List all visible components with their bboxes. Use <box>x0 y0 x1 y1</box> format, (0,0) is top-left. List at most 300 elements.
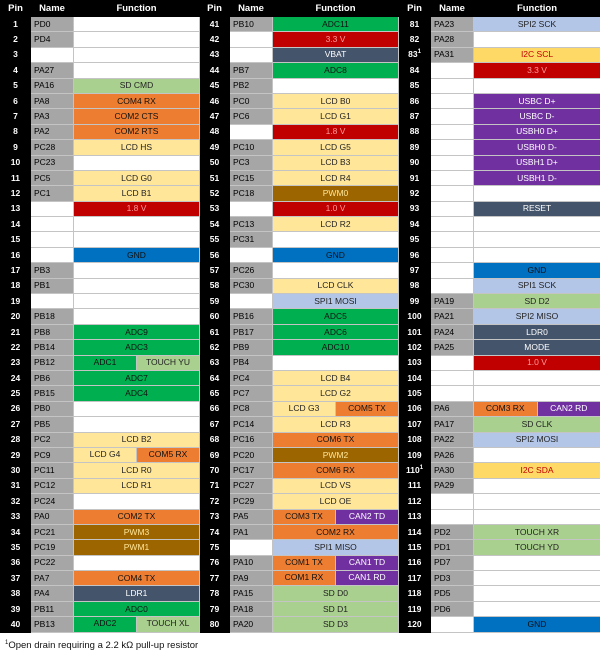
pin-function: COM2 TX <box>74 509 200 524</box>
pin-name <box>230 47 273 62</box>
pin-number <box>1 509 31 524</box>
footnote-ref: 1 <box>419 465 424 472</box>
pin-name: PA31 <box>431 47 474 62</box>
pin-name: PC15 <box>230 170 273 185</box>
footnote-ref: 1 <box>417 49 421 56</box>
pin-name: PA18 <box>230 601 273 616</box>
pin-number <box>399 401 431 416</box>
pin-number <box>399 186 431 201</box>
pin-function <box>74 309 200 324</box>
pin-number-text: 29 <box>10 449 21 460</box>
pin-function: LCD B4 <box>273 370 399 385</box>
pin-row <box>1 170 600 185</box>
pin-row <box>1 417 600 432</box>
pin-number-text: 82 <box>409 34 420 45</box>
pin-name: PC24 <box>31 494 74 509</box>
pin-function: COM6 RX <box>273 463 399 478</box>
pin-name: PA8 <box>31 93 74 108</box>
pin-number <box>200 447 230 462</box>
pin-number <box>200 540 230 555</box>
pin-function <box>474 232 600 247</box>
pin-name: PB14 <box>31 340 74 355</box>
pin-row <box>1 386 600 401</box>
pin-function: COM2 RX <box>273 524 399 539</box>
pin-number <box>200 432 230 447</box>
pin-number-text: 87 <box>409 111 420 122</box>
pin-row <box>1 63 600 78</box>
pin-number-text: 92 <box>409 187 420 198</box>
pin-number <box>200 170 230 185</box>
pin-name: PC3 <box>230 155 273 170</box>
pin-number-text: 84 <box>409 64 420 75</box>
pin-name: PB9 <box>230 340 273 355</box>
pin-number <box>200 186 230 201</box>
pin-name: PC10 <box>230 140 273 155</box>
pin-number-text: 91 <box>409 172 420 183</box>
header-pin: Pin <box>1 1 31 17</box>
pin-number-text: 44 <box>209 64 220 75</box>
pin-function-part: LCD G4 <box>74 448 137 462</box>
pin-number <box>1 63 31 78</box>
pin-function: SPI1 MISO <box>273 540 399 555</box>
pin-row <box>1 186 600 201</box>
pin-row <box>1 247 600 262</box>
pin-function: COM2 CTS <box>74 109 200 124</box>
pin-function <box>474 186 600 201</box>
pin-name: PA17 <box>431 417 474 432</box>
pin-name <box>431 232 474 247</box>
pin-function: LCD R4 <box>273 170 399 185</box>
pin-number <box>399 109 431 124</box>
pin-number <box>200 78 230 93</box>
pin-number <box>200 524 230 539</box>
pin-function-part: TOUCH XL <box>137 617 199 631</box>
pin-number-text: 98 <box>409 280 420 291</box>
pin-number <box>1 186 31 201</box>
pin-name <box>431 370 474 385</box>
pin-function: USBH1 D+ <box>474 155 600 170</box>
pin-function <box>273 555 399 570</box>
pin-number <box>200 601 230 616</box>
pin-name: PA7 <box>31 571 74 586</box>
pin-number-text: 89 <box>409 141 420 152</box>
pin-number <box>1 32 31 47</box>
pin-number-text: 93 <box>409 203 420 214</box>
pin-number <box>200 247 230 262</box>
pin-function: LCD B0 <box>273 93 399 108</box>
pin-number <box>1 109 31 124</box>
pin-row <box>1 309 600 324</box>
pin-function <box>74 401 200 416</box>
pin-number <box>399 447 431 462</box>
pin-function: MODE <box>474 340 600 355</box>
pin-number-text: 76 <box>209 557 220 568</box>
pin-number-text: 25 <box>10 388 21 399</box>
pin-number-text: 71 <box>209 480 220 491</box>
pin-number-text: 8 <box>13 126 18 137</box>
pin-name <box>431 355 474 370</box>
pin-number-text: 79 <box>209 603 220 614</box>
pin-function: PWM0 <box>273 186 399 201</box>
pin-number <box>399 386 431 401</box>
pin-number-text: 39 <box>10 603 21 614</box>
pin-function: ADC6 <box>273 324 399 339</box>
pin-number <box>200 417 230 432</box>
pin-number <box>1 432 31 447</box>
pin-function: SPI2 MOSI <box>474 432 600 447</box>
pin-function <box>474 494 600 509</box>
pin-function <box>74 355 200 370</box>
pin-name <box>431 78 474 93</box>
footnote-text: Open drain requiring a 2.2 kΩ pull-up resistor <box>8 640 199 651</box>
pin-function <box>474 401 600 416</box>
pin-name: PD3 <box>431 571 474 586</box>
pin-function-part: COM1 TX <box>273 556 336 570</box>
pin-name: PA25 <box>431 340 474 355</box>
pin-function-split <box>74 356 199 370</box>
pin-number <box>200 17 230 32</box>
pin-number <box>200 155 230 170</box>
pin-number-text: 108 <box>407 434 422 445</box>
pin-function-part: ADC2 <box>74 617 137 631</box>
pin-name: PD5 <box>431 586 474 601</box>
pin-number <box>1 78 31 93</box>
pin-name: PD4 <box>31 32 74 47</box>
pin-number-text: 49 <box>209 141 220 152</box>
pin-row <box>1 155 600 170</box>
pin-number <box>399 571 431 586</box>
pin-name: PB3 <box>31 263 74 278</box>
pin-function <box>74 494 200 509</box>
pin-number <box>399 93 431 108</box>
pin-number-text: 104 <box>407 372 422 383</box>
pin-name <box>431 494 474 509</box>
pin-number-text: 66 <box>209 403 220 414</box>
pin-name: PB16 <box>230 309 273 324</box>
pin-function <box>273 78 399 93</box>
pin-number-text: 60 <box>209 311 220 322</box>
pin-number <box>1 540 31 555</box>
pin-number <box>200 263 230 278</box>
header-pin: Pin <box>399 1 431 17</box>
pin-number <box>200 586 230 601</box>
pin-number-text: 102 <box>407 341 422 352</box>
pin-name <box>431 124 474 139</box>
pin-number <box>1 370 31 385</box>
pin-number-text: 75 <box>209 541 220 552</box>
pin-function-part: LCD G3 <box>273 402 336 416</box>
pin-number <box>1 324 31 339</box>
pin-function: LCD G0 <box>74 170 200 185</box>
pin-name <box>431 278 474 293</box>
pin-row <box>1 432 600 447</box>
pin-number <box>1 524 31 539</box>
pin-number-text: 74 <box>209 526 220 537</box>
pin-function: GND <box>74 247 200 262</box>
pin-number-text: 11 <box>11 172 20 183</box>
pin-name: PC0 <box>230 93 273 108</box>
pin-function: TOUCH YD <box>474 540 600 555</box>
pin-number <box>1 217 31 232</box>
pin-name: PC27 <box>230 478 273 493</box>
pin-function: LCD R0 <box>74 463 200 478</box>
pin-number <box>399 17 431 32</box>
pin-name: PB8 <box>31 324 74 339</box>
pin-number-text: 94 <box>409 218 420 229</box>
pin-name: PA15 <box>230 586 273 601</box>
pin-number <box>1 401 31 416</box>
pin-name: PC1 <box>31 186 74 201</box>
pin-row <box>1 294 600 309</box>
pin-number-text: 54 <box>209 218 220 229</box>
pin-number <box>399 294 431 309</box>
pin-name: PA4 <box>31 586 74 601</box>
pin-number-text: 115 <box>407 541 422 552</box>
pin-number-text: 42 <box>209 34 220 45</box>
pin-function: SPI2 SCK <box>474 17 600 32</box>
pin-row <box>1 617 600 632</box>
pin-number <box>200 140 230 155</box>
pin-number-text: 107 <box>407 418 422 429</box>
pin-number-text: 19 <box>10 295 21 306</box>
pin-number <box>399 278 431 293</box>
pin-number <box>1 124 31 139</box>
pin-number-text: 9 <box>13 141 18 152</box>
pin-number-text: 3 <box>13 49 18 60</box>
pin-name <box>431 201 474 216</box>
pin-name: PC8 <box>230 401 273 416</box>
header-name: Name <box>431 1 474 17</box>
pin-function <box>74 278 200 293</box>
pin-function: SD CLK <box>474 417 600 432</box>
pin-function-part: CAN1 TD <box>336 556 398 570</box>
pin-name: PC9 <box>31 447 74 462</box>
pin-name: PA29 <box>431 478 474 493</box>
pin-row <box>1 355 600 370</box>
pin-number-text: 12 <box>10 187 21 198</box>
pin-name: PC5 <box>31 170 74 185</box>
pin-name: PC18 <box>230 186 273 201</box>
footnote-mark: 1 <box>5 639 9 646</box>
pin-function: PWM2 <box>273 447 399 462</box>
pin-function <box>74 263 200 278</box>
pin-function <box>74 447 200 462</box>
pin-number-text: 47 <box>209 111 220 122</box>
pin-number-text: 101 <box>407 326 422 337</box>
pin-number-text: 59 <box>209 295 220 306</box>
pin-name <box>431 617 474 632</box>
pin-row <box>1 586 600 601</box>
pin-function: 3.3 V <box>273 32 399 47</box>
pin-function <box>474 478 600 493</box>
pin-function: USBC D+ <box>474 93 600 108</box>
pin-number-text: 120 <box>407 618 422 629</box>
pin-number <box>200 47 230 62</box>
pin-name <box>230 247 273 262</box>
pin-function: USBC D- <box>474 109 600 124</box>
pin-number-text: 15 <box>10 234 21 245</box>
pin-number-text: 35 <box>10 541 21 552</box>
pin-number <box>1 463 31 478</box>
pin-function <box>474 32 600 47</box>
pin-number-text: 110 <box>405 465 420 476</box>
pin-function: LCD B3 <box>273 155 399 170</box>
pin-name: PA16 <box>31 78 74 93</box>
pin-number <box>200 324 230 339</box>
pin-number <box>1 386 31 401</box>
pin-number <box>200 478 230 493</box>
pin-function: ADC11 <box>273 17 399 32</box>
pin-number <box>1 617 31 632</box>
pin-function: VBAT <box>273 47 399 62</box>
pin-number-text: 97 <box>409 264 420 275</box>
pin-function: LCD R2 <box>273 217 399 232</box>
pin-name: PC11 <box>31 463 74 478</box>
pin-number-text: 112 <box>407 495 422 506</box>
pin-row <box>1 340 600 355</box>
pin-number-text: 10 <box>10 157 21 168</box>
pin-row <box>1 263 600 278</box>
pin-name <box>431 140 474 155</box>
pin-row <box>1 494 600 509</box>
pin-name: PC26 <box>230 263 273 278</box>
pin-number-text: 119 <box>407 603 422 614</box>
pin-name: PD2 <box>431 524 474 539</box>
pin-number-text: 78 <box>209 588 220 599</box>
pin-row <box>1 17 600 32</box>
pin-function: ADC10 <box>273 340 399 355</box>
pin-name: PC29 <box>230 494 273 509</box>
pin-name: PC7 <box>230 386 273 401</box>
pin-number <box>1 355 31 370</box>
pin-name: PC12 <box>31 478 74 493</box>
pin-name <box>31 232 74 247</box>
pin-number-text: 73 <box>209 511 220 522</box>
pin-function: COM4 TX <box>74 571 200 586</box>
pin-number-text: 116 <box>407 557 422 568</box>
pin-number <box>200 63 230 78</box>
pin-row <box>1 78 600 93</box>
pin-name <box>230 32 273 47</box>
pin-number-text: 114 <box>407 526 422 537</box>
pin-function: LCD B2 <box>74 432 200 447</box>
pin-function-part: CAN2 TD <box>336 510 398 524</box>
pin-number-text: 81 <box>409 18 420 29</box>
pin-number <box>200 355 230 370</box>
pin-function: I2C SDA <box>474 463 600 478</box>
pin-function <box>474 601 600 616</box>
pin-number-text: 40 <box>10 618 21 629</box>
pin-number <box>200 571 230 586</box>
pin-number-text: 24 <box>10 372 21 383</box>
pin-number-text: 111 <box>407 480 422 491</box>
pin-name: PB4 <box>230 355 273 370</box>
pin-number <box>1 309 31 324</box>
pin-number <box>200 109 230 124</box>
pin-number <box>1 155 31 170</box>
pin-number <box>1 571 31 586</box>
pin-name <box>230 201 273 216</box>
pin-function <box>74 232 200 247</box>
pin-name: PC16 <box>230 432 273 447</box>
pin-row <box>1 540 600 555</box>
pin-name: PA23 <box>431 17 474 32</box>
pin-name: PC19 <box>31 540 74 555</box>
pin-function-part: COM3 TX <box>273 510 336 524</box>
pin-name: PA6 <box>431 401 474 416</box>
pin-function <box>273 232 399 247</box>
pin-name: PC14 <box>230 417 273 432</box>
pin-number <box>399 463 431 478</box>
pin-row <box>1 278 600 293</box>
pin-function <box>273 571 399 586</box>
pin-name: PA26 <box>431 447 474 462</box>
pin-name <box>31 294 74 309</box>
pin-number <box>1 17 31 32</box>
pin-name: PC13 <box>230 217 273 232</box>
pin-number-text: 70 <box>209 465 220 476</box>
pin-row <box>1 401 600 416</box>
pin-function-part: COM3 RX <box>474 402 538 416</box>
pin-number <box>399 63 431 78</box>
pin-function <box>273 355 399 370</box>
pin-name <box>431 509 474 524</box>
pin-function <box>74 63 200 78</box>
pin-number <box>399 355 431 370</box>
pin-function <box>273 263 399 278</box>
pin-function-part: CAN2 RD <box>538 402 600 416</box>
pin-number-text: 90 <box>409 157 420 168</box>
pin-number <box>1 247 31 262</box>
header-name: Name <box>230 1 273 17</box>
pin-function: LDR1 <box>74 586 200 601</box>
pin-name <box>431 263 474 278</box>
pin-name: PC17 <box>230 463 273 478</box>
pin-row <box>1 140 600 155</box>
pin-number <box>1 294 31 309</box>
pin-name: PB6 <box>31 370 74 385</box>
pin-number-text: 37 <box>10 572 21 583</box>
pin-number-text: 30 <box>10 465 21 476</box>
pin-number <box>399 324 431 339</box>
pin-number-text: 118 <box>407 588 422 599</box>
pin-function: COM2 RTS <box>74 124 200 139</box>
pin-function: LCD R3 <box>273 417 399 432</box>
pin-row <box>1 601 600 616</box>
pin-row <box>1 509 600 524</box>
pin-number <box>399 478 431 493</box>
pin-number <box>399 432 431 447</box>
pin-number-text: 106 <box>407 403 422 414</box>
pin-function: GND <box>273 247 399 262</box>
pin-function: PWM1 <box>74 540 200 555</box>
pin-number <box>1 93 31 108</box>
pin-function: ADC5 <box>273 309 399 324</box>
pin-name: PB11 <box>31 601 74 616</box>
pin-name <box>431 170 474 185</box>
footnote <box>5 640 198 651</box>
pin-function: LCD R1 <box>74 478 200 493</box>
pin-name: PA3 <box>31 109 74 124</box>
header-pin: Pin <box>200 1 230 17</box>
pin-number-text: 7 <box>13 111 18 122</box>
pin-number <box>1 340 31 355</box>
pin-number <box>1 601 31 616</box>
pin-name <box>31 247 74 262</box>
pin-number <box>200 217 230 232</box>
pin-function <box>74 155 200 170</box>
pin-number-text: 56 <box>209 249 220 260</box>
